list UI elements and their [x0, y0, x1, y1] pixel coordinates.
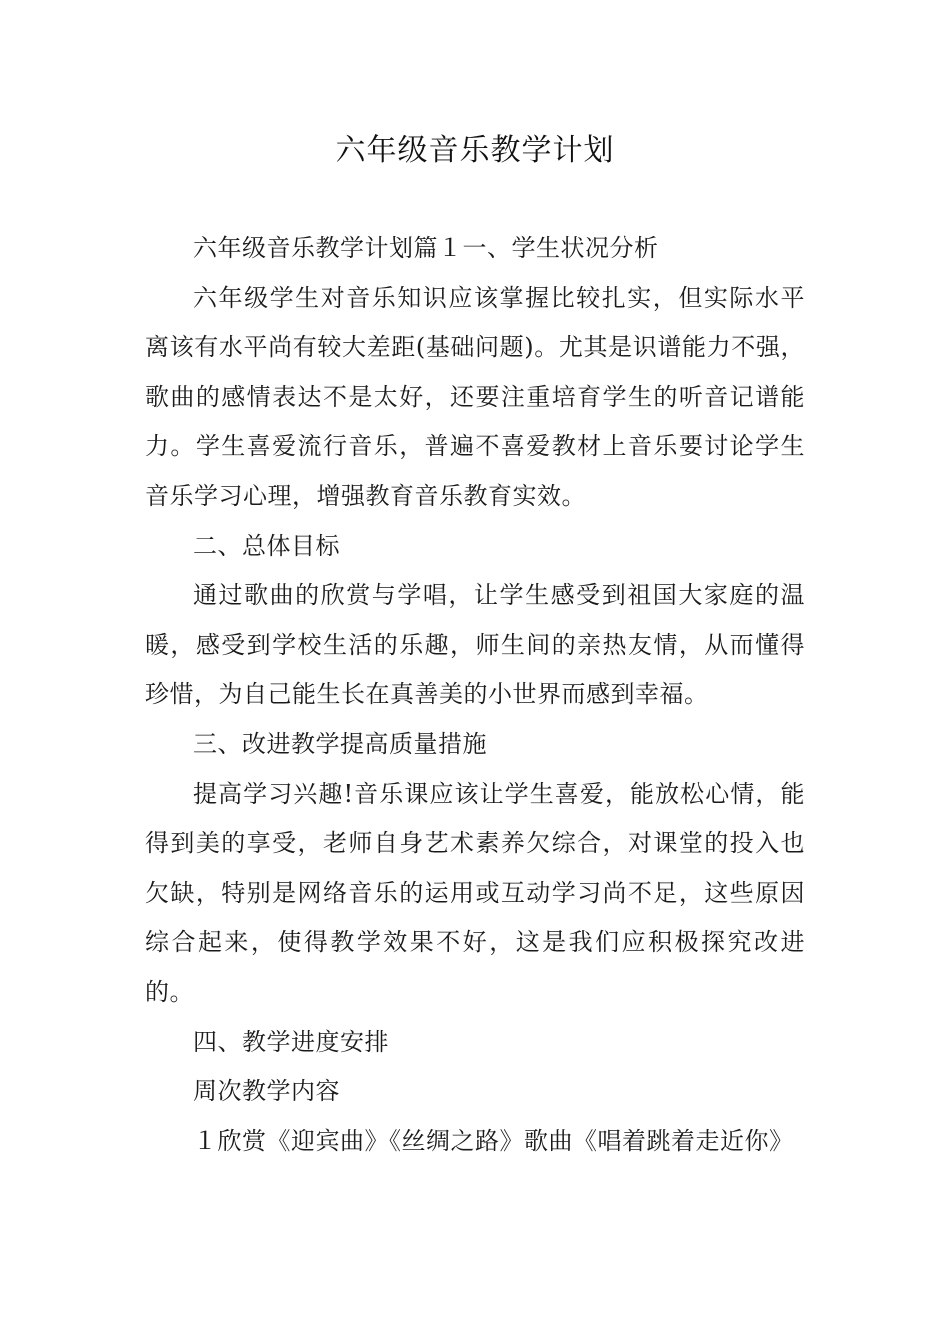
- paragraph-schedule-heading: 四、教学进度安排: [193, 1027, 389, 1056]
- paragraph-week-1: １欣赏《迎宾曲》《丝绸之路》歌曲《唱着跳着走近你》: [193, 1126, 794, 1155]
- paragraph-student-analysis: 六年级学生对音乐知识应该掌握比较扎实，但实际水平离该有水平尚有较大差距(基础问题)。尤其是识谱能力不强，歌曲的感情表达不是太好，还要注重培育学生的听音记谱能力。学生喜爱流行音乐，普遍不喜爱教材上音乐要讨论学生音乐学习心理，增强教育音乐教育实效。: [145, 283, 805, 510]
- paragraph-goal-heading: 二、总体目标: [193, 531, 340, 560]
- document-body: [145, 224, 805, 1166]
- paragraph-measures: 提高学习兴趣!音乐课应该让学生喜爱，能放松心情，能得到美的享受，老师自身艺术素养欠综合，对课堂的投入也欠缺，特别是网络音乐的运用或互动学习尚不足，这些原因综合起来，使得教学效果不好，这是我们应积极探究改进的。: [145, 779, 805, 1006]
- paragraph-measures-heading: 三、改进教学提高质量措施: [193, 729, 487, 758]
- paragraph-intro-heading: 六年级音乐教学计划篇１一、学生状况分析: [193, 234, 659, 262]
- paragraph-goal: 通过歌曲的欣赏与学唱，让学生感受到祖国大家庭的温暖，感受到学校生活的乐趣，师生间的亲热友情，从而懂得珍惜，为自己能生长在真善美的小世界而感到幸福。: [145, 581, 805, 709]
- page-title: 六年级音乐教学计划: [335, 133, 615, 168]
- paragraph-schedule-columns: 周次教学内容: [193, 1077, 340, 1106]
